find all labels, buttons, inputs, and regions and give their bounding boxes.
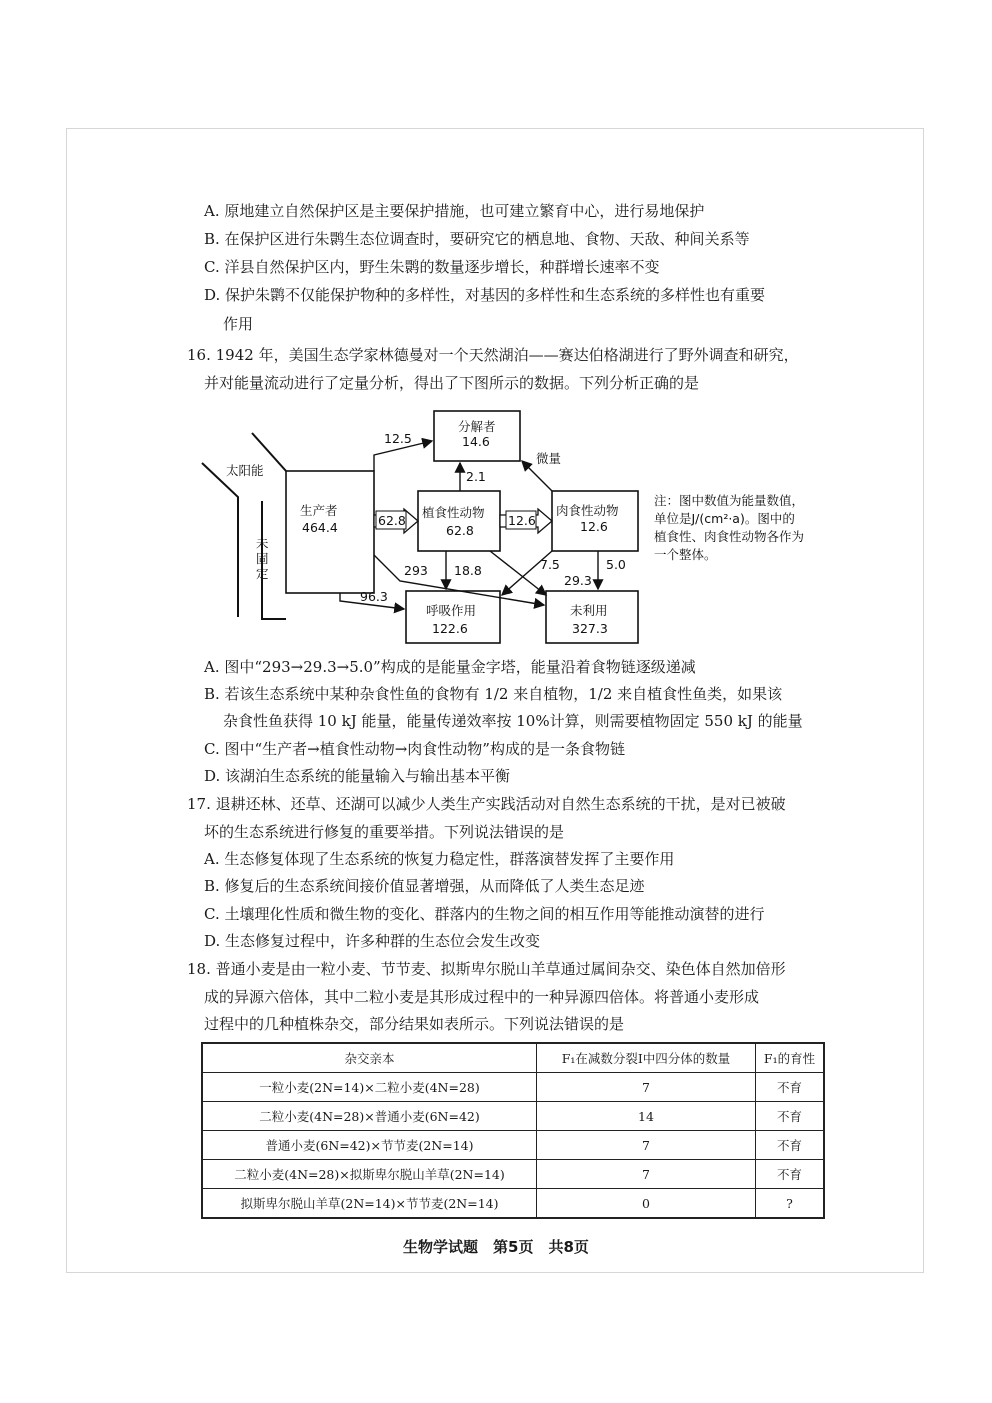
diagram-note-line1: 注：图中数值为能量数值， bbox=[654, 493, 805, 508]
arrow-herbivore-unused bbox=[490, 551, 546, 595]
sunlight-line-left bbox=[202, 463, 238, 617]
carnivore-name: 肉食性动物 bbox=[556, 503, 619, 518]
herbivore-box bbox=[418, 491, 500, 551]
flow-carnivore-decomposer: 微量 bbox=[536, 451, 562, 466]
flow-herbivore-respiration: 18.8 bbox=[454, 563, 482, 578]
flow-producer-unused: 293 bbox=[404, 563, 428, 578]
herbivore-value: 62.8 bbox=[446, 523, 474, 538]
q17-stem-line2: 坏的生态系统进行修复的重要举措。下列说法错误的是 bbox=[204, 823, 565, 841]
cell-tetrads: 7 bbox=[537, 1073, 756, 1102]
header-fertility: F₁的育性 bbox=[756, 1043, 825, 1073]
cell-fertility: 不育 bbox=[756, 1073, 825, 1102]
table-row bbox=[202, 1131, 824, 1160]
carnivore-value: 12.6 bbox=[580, 519, 608, 534]
cell-parents: 普通小麦(6N=42)×节节麦(2N=14) bbox=[202, 1131, 537, 1160]
q16-option-b: B. 若该生态系统中某种杂食性鱼的食物有 1/2 来自植物，1/2 来自植食性鱼类，如果该 bbox=[204, 685, 783, 703]
flow-carnivore-unused: 5.0 bbox=[606, 557, 626, 572]
q15-option-c: C. 洋县自然保护区内，野生朱鹮的数量逐步增长，种群增长速率不变 bbox=[204, 258, 660, 276]
herbivore-name: 植食性动物 bbox=[422, 505, 485, 520]
unused-name: 未利用 bbox=[570, 603, 608, 618]
producer-value: 464.4 bbox=[302, 520, 338, 535]
diagram-note-line3: 植食性、肉食性动物各作为 bbox=[654, 529, 805, 544]
q15-option-b: B. 在保护区进行朱鹮生态位调查时，要研究它的栖息地、食物、天敌、种间关系等 bbox=[204, 230, 750, 248]
q16-stem-line1: 16. 1942 年，美国生态学家林德曼对一个天然湖泊——赛达伯格湖进行了野外调查和研究， bbox=[187, 346, 799, 364]
table-header-row bbox=[202, 1043, 824, 1073]
q16-stem-line2: 并对能量流动进行了定量分析，得出了下图所示的数据。下列分析正确的是 bbox=[204, 374, 700, 392]
producer-name: 生产者 bbox=[300, 503, 338, 518]
q15-option-d-cont: 作用 bbox=[223, 315, 254, 333]
cell-tetrads: 7 bbox=[537, 1160, 756, 1189]
table-row bbox=[202, 1102, 824, 1131]
table-row bbox=[202, 1189, 824, 1219]
cross-results-table bbox=[201, 1042, 825, 1219]
cell-fertility: 不育 bbox=[756, 1102, 825, 1131]
cell-tetrads: 7 bbox=[537, 1131, 756, 1160]
flow-herbivore-decomposer: 2.1 bbox=[466, 469, 486, 484]
q17-option-d: D. 生态修复过程中，许多种群的生态位会发生改变 bbox=[204, 932, 541, 950]
header-tetrads: F₁在减数分裂Ⅰ中四分体的数量 bbox=[537, 1043, 756, 1073]
diagram-note-line4: 一个整体。 bbox=[654, 547, 717, 562]
q16-option-d: D. 该湖泊生态系统的能量输入与输出基本平衡 bbox=[204, 767, 511, 785]
q17-stem-line1: 17. 退耕还林、还草、还湖可以减少人类生产实践活动对自然生态系统的干扰，是对已被破 bbox=[187, 795, 786, 813]
decomposer-value: 14.6 bbox=[462, 434, 490, 449]
q16-option-b-cont: 杂食性鱼获得 10 kJ 能量，能量传递效率按 10%计算，则需要植物固定 550 kJ 的能量 bbox=[223, 712, 803, 730]
cell-parents: 二粒小麦(4N=28)×拟斯卑尔脱山羊草(2N=14) bbox=[202, 1160, 537, 1189]
flow-herbivore-carnivore: 12.6 bbox=[508, 513, 536, 528]
q18-stem-line3: 过程中的几种植株杂交，部分结果如表所示。下列说法错误的是 bbox=[204, 1015, 625, 1033]
respiration-name: 呼吸作用 bbox=[426, 603, 477, 618]
cell-tetrads: 0 bbox=[537, 1189, 756, 1219]
cell-tetrads: 14 bbox=[537, 1102, 756, 1131]
q18-stem-line1: 18. 普通小麦是由一粒小麦、节节麦、拟斯卑尔脱山羊草通过属间杂交、染色体自然加倍形 bbox=[187, 960, 786, 978]
sun-label: 太阳能 bbox=[226, 463, 264, 478]
respiration-value: 122.6 bbox=[432, 621, 468, 636]
page-footer: 生物学试题 第5页 共8页 bbox=[403, 1238, 589, 1256]
cell-parents: 拟斯卑尔脱山羊草(2N=14)×节节麦(2N=14) bbox=[202, 1189, 537, 1219]
q18-stem-line2: 成的异源六倍体，其中二粒小麦是其形成过程中的一种异源四倍体。将普通小麦形成 bbox=[204, 988, 760, 1006]
unfixed-char-2: 固 bbox=[256, 551, 269, 566]
flow-carnivore-respiration: 7.5 bbox=[540, 557, 560, 572]
cell-fertility: 不育 bbox=[756, 1160, 825, 1189]
q17-option-a: A. 生态修复体现了生态系统的恢复力稳定性，群落演替发挥了主要作用 bbox=[204, 850, 675, 868]
decomposer-name: 分解者 bbox=[458, 419, 496, 434]
energy-flow-diagram bbox=[200, 405, 840, 650]
q15-option-a: A. 原地建立自然保护区是主要保护措施，也可建立繁育中心，进行易地保护 bbox=[204, 202, 705, 220]
cell-parents: 二粒小麦(4N=28)×普通小麦(6N=42) bbox=[202, 1102, 537, 1131]
q17-option-c: C. 土壤理化性质和微生物的变化、群落内的生物之间的相互作用等能推动演替的进行 bbox=[204, 905, 765, 923]
q16-option-c: C. 图中“生产者→植食性动物→肉食性动物”构成的是一条食物链 bbox=[204, 740, 625, 758]
table-row bbox=[202, 1073, 824, 1102]
header-parents: 杂交亲本 bbox=[202, 1043, 537, 1073]
flow-producer-herbivore: 62.8 bbox=[378, 513, 406, 528]
unfixed-char-1: 未 bbox=[256, 536, 269, 551]
table-row bbox=[202, 1160, 824, 1189]
q15-option-d: D. 保护朱鹮不仅能保护物种的多样性，对基因的多样性和生态系统的多样性也有重要 bbox=[204, 286, 766, 304]
flow-herbivore-unused: 29.3 bbox=[564, 573, 592, 588]
flow-producer-decomposer: 12.5 bbox=[384, 431, 412, 446]
diagram-note-line2: 单位是J/(cm²·a)。图中的 bbox=[654, 511, 795, 526]
flow-producer-respiration: 96.3 bbox=[360, 589, 388, 604]
q16-option-a: A. 图中“293→29.3→5.0”构成的是能量金字塔，能量沿着食物链逐级递减 bbox=[204, 658, 696, 676]
q17-option-b: B. 修复后的生态系统间接价值显著增强，从而降低了人类生态足迹 bbox=[204, 877, 645, 895]
unused-value: 327.3 bbox=[572, 621, 608, 636]
cell-parents: 一粒小麦(2N=14)×二粒小麦(4N=28) bbox=[202, 1073, 537, 1102]
cell-fertility: ? bbox=[756, 1189, 825, 1219]
cell-fertility: 不育 bbox=[756, 1131, 825, 1160]
unfixed-char-3: 定 bbox=[256, 566, 269, 581]
